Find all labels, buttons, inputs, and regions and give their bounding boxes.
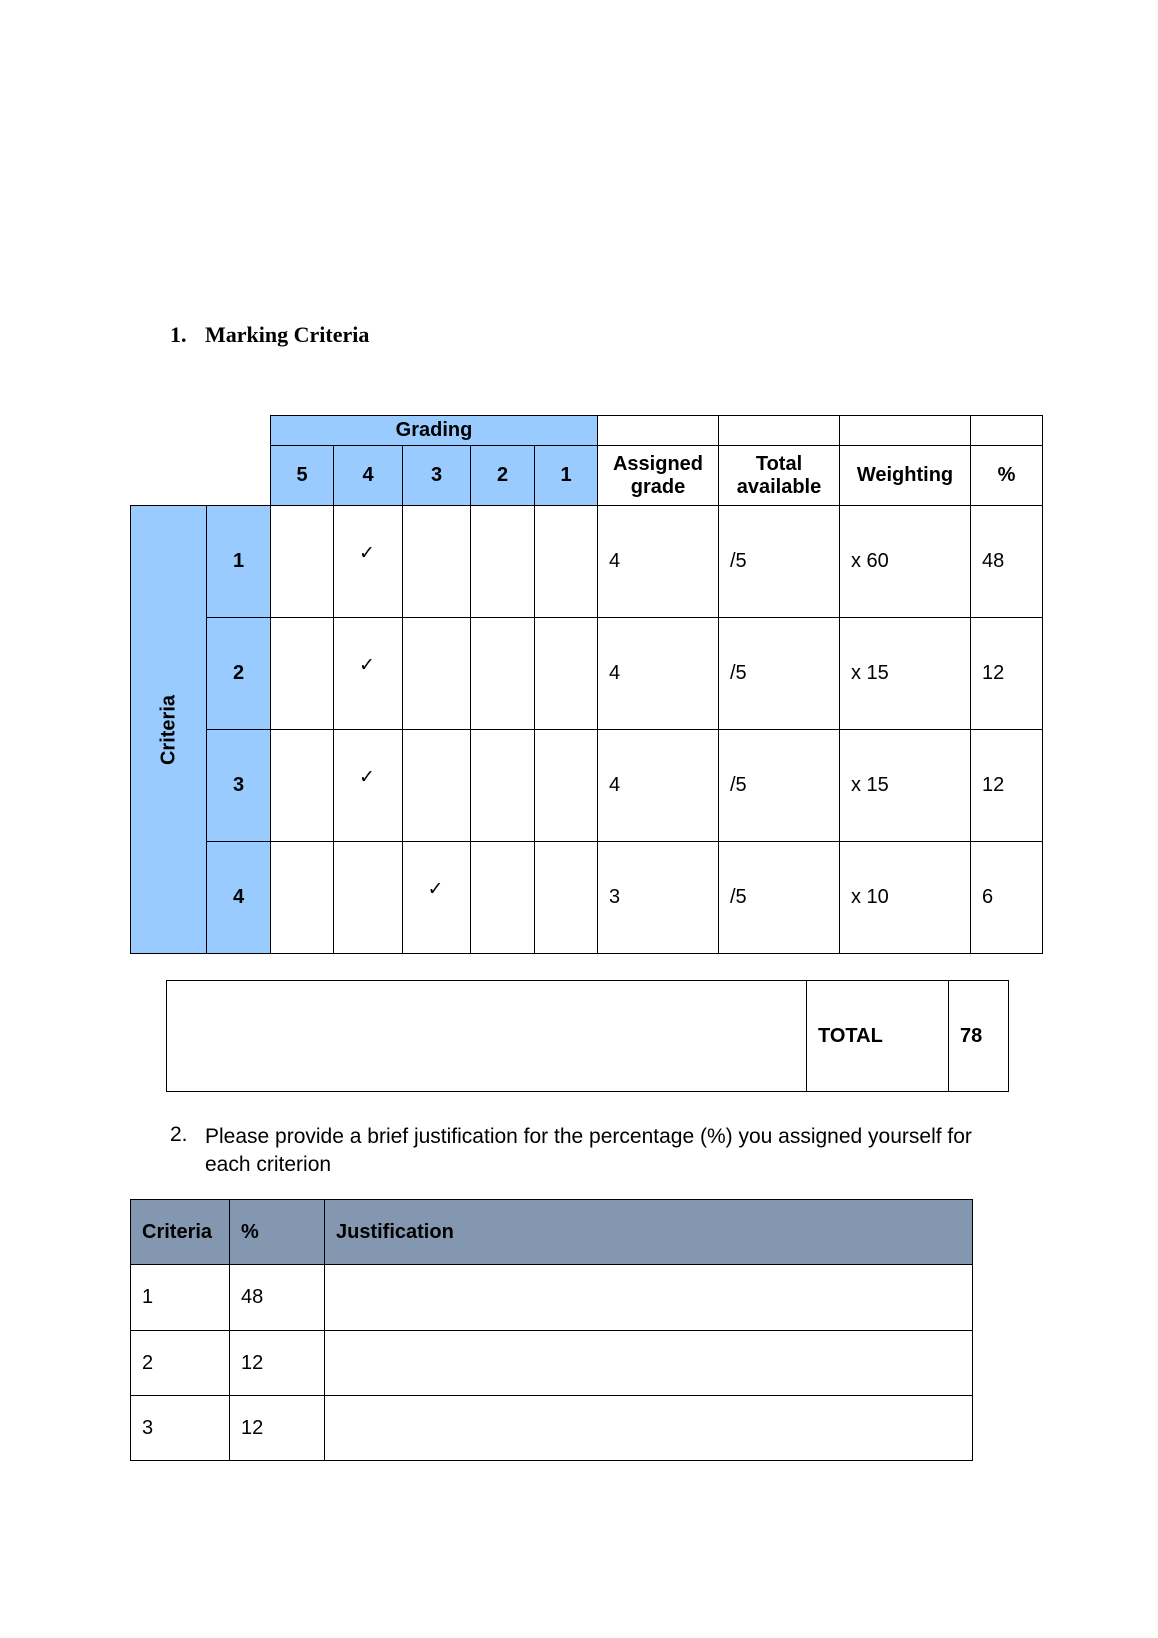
percent: 12 [971, 730, 1043, 842]
total-available: /5 [719, 842, 840, 954]
percent-header: % [971, 446, 1043, 506]
weighting: x 60 [840, 506, 971, 618]
total-table [166, 980, 1009, 1092]
assigned-grade: 3 [598, 842, 719, 954]
criteria-row [131, 842, 1043, 954]
total-available-header: Total available [719, 446, 840, 506]
grade-col-3: 3 [403, 446, 471, 506]
percent-cell: 12 [230, 1396, 325, 1461]
total-available: /5 [719, 506, 840, 618]
assigned-grade: 4 [598, 506, 719, 618]
criterion-cell: 1 [131, 1265, 230, 1331]
assigned-grade: 4 [598, 618, 719, 730]
criterion-number: 4 [207, 842, 271, 954]
grade-col-2: 2 [471, 446, 535, 506]
section-1-number: 1. [170, 322, 187, 347]
section-2-number: 2. [170, 1123, 188, 1146]
weighting: x 10 [840, 842, 971, 954]
assigned-grade: 4 [598, 730, 719, 842]
percent-cell: 12 [230, 1331, 325, 1396]
check-mark-icon: ✓ [359, 766, 375, 788]
criteria-row [131, 730, 1043, 842]
justification-cell[interactable] [325, 1396, 973, 1461]
col-header-justification: Justification [325, 1200, 973, 1265]
weighting: x 15 [840, 730, 971, 842]
justification-cell[interactable] [325, 1265, 973, 1331]
total-blank-cell [167, 981, 807, 1092]
check-mark-icon: ✓ [427, 878, 444, 900]
assigned-grade-header: Assigned grade [598, 446, 719, 506]
section-1-title: Marking Criteria [205, 322, 370, 347]
check-mark-icon: ✓ [359, 542, 375, 564]
percent: 6 [971, 842, 1043, 954]
table-row [131, 1265, 973, 1331]
col-header-percent: % [230, 1200, 325, 1265]
grade-col-1: 1 [535, 446, 598, 506]
col-header-criteria: Criteria [131, 1200, 230, 1265]
check-mark-icon: ✓ [359, 654, 375, 676]
justification-cell[interactable] [325, 1331, 973, 1396]
criterion-cell: 2 [131, 1331, 230, 1396]
section-2-prompt: Please provide a brief justification for the percentage (%) you assigned yourself for each criterion [205, 1125, 972, 1176]
criterion-number: 2 [207, 618, 271, 730]
table-row [131, 1331, 973, 1396]
total-label: TOTAL [807, 981, 949, 1092]
percent: 12 [971, 618, 1043, 730]
weighting: x 15 [840, 618, 971, 730]
table-row [131, 1396, 973, 1461]
criterion-cell: 3 [131, 1396, 230, 1461]
total-value: 78 [949, 981, 1009, 1092]
criterion-number: 3 [207, 730, 271, 842]
percent-cell: 48 [230, 1265, 325, 1331]
marking-criteria-table [130, 415, 1043, 954]
grade-col-4: 4 [334, 446, 403, 506]
percent: 48 [971, 506, 1043, 618]
grade-col-5: 5 [271, 446, 334, 506]
total-available: /5 [719, 730, 840, 842]
grading-header: Grading [271, 416, 598, 446]
criteria-row [131, 618, 1043, 730]
total-available: /5 [719, 618, 840, 730]
criteria-side-label: Criteria [131, 506, 207, 954]
criterion-number: 1 [207, 506, 271, 618]
weighting-header: Weighting [840, 446, 971, 506]
criteria-row [131, 506, 1043, 618]
justification-table [130, 1199, 973, 1461]
